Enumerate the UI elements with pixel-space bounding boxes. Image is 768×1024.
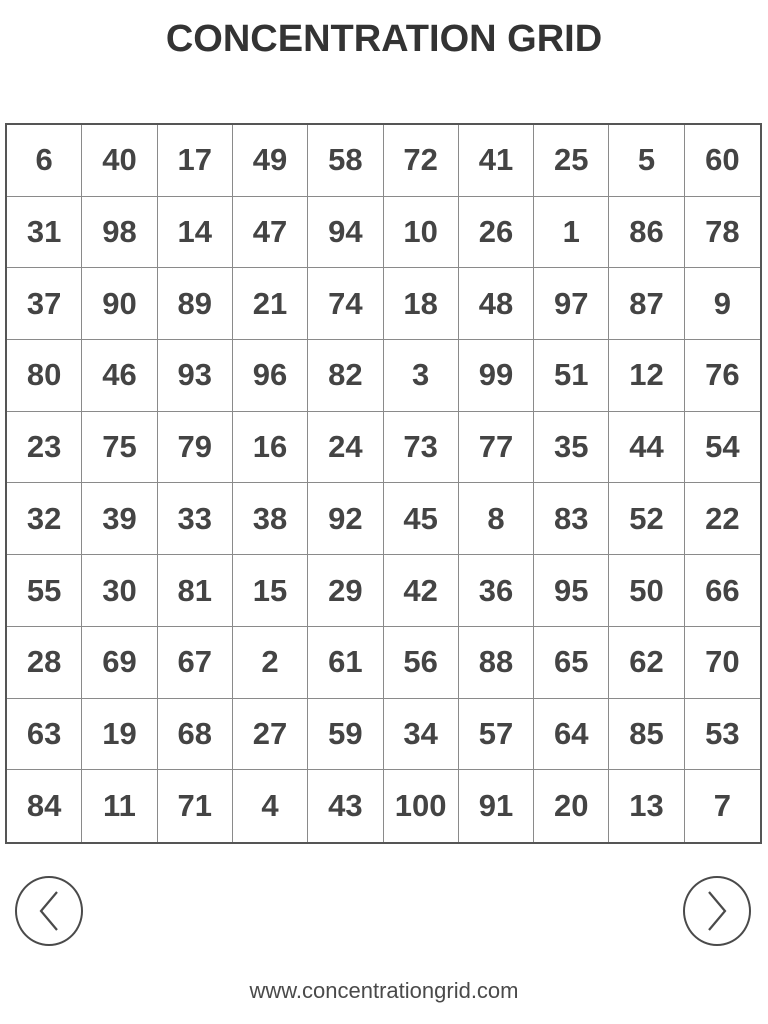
grid-cell[interactable]: 51: [534, 340, 609, 412]
grid-cell[interactable]: 9: [685, 268, 760, 340]
grid-cell[interactable]: 96: [233, 340, 308, 412]
grid-cell[interactable]: 18: [384, 268, 459, 340]
grid-cell[interactable]: 7: [713, 788, 731, 824]
grid-cell[interactable]: 75: [82, 412, 157, 484]
grid-cell[interactable]: 11: [82, 770, 157, 842]
grid-cell[interactable]: 76: [685, 340, 760, 412]
grid-cell[interactable]: 48: [459, 268, 534, 340]
grid-cell[interactable]: 16: [233, 412, 308, 484]
grid-cell[interactable]: 99: [459, 340, 534, 412]
grid-cell[interactable]: 78: [685, 197, 760, 269]
grid-cell[interactable]: 4: [233, 770, 308, 842]
grid-cell[interactable]: 77: [459, 412, 534, 484]
grid-cell[interactable]: 93: [158, 340, 233, 412]
grid-cell[interactable]: 100: [384, 770, 459, 842]
previous-button[interactable]: [15, 876, 83, 946]
website-url: www.concentrationgrid.com: [249, 978, 519, 1003]
page-title: CONCENTRATION GRID: [165, 18, 603, 60]
grid-cell[interactable]: 60: [685, 125, 760, 197]
grid-cell[interactable]: 33: [158, 483, 233, 555]
grid-cell[interactable]: 89: [158, 268, 233, 340]
grid-cell[interactable]: 91: [459, 770, 534, 842]
grid-cell[interactable]: 69: [82, 627, 157, 699]
grid-cell[interactable]: 56: [384, 627, 459, 699]
grid-cell[interactable]: 19: [82, 699, 157, 771]
grid-cell[interactable]: 23: [7, 412, 82, 484]
grid-cell[interactable]: 35: [534, 412, 609, 484]
grid-cell[interactable]: 85: [609, 699, 684, 771]
next-button[interactable]: [683, 876, 751, 946]
grid-cell[interactable]: 57: [459, 699, 534, 771]
grid-cell[interactable]: 17: [158, 125, 233, 197]
grid-cell[interactable]: 92: [308, 483, 383, 555]
grid-cell[interactable]: 62: [609, 627, 684, 699]
grid-cell[interactable]: 5: [609, 125, 684, 197]
grid-cell[interactable]: 63: [7, 699, 82, 771]
grid-cell[interactable]: 98: [82, 197, 157, 269]
grid-cell[interactable]: 20: [534, 770, 609, 842]
grid-cell[interactable]: 58: [308, 125, 383, 197]
grid-cell[interactable]: 29: [308, 555, 383, 627]
grid-cell[interactable]: 32: [7, 483, 82, 555]
grid-cell[interactable]: 50: [609, 555, 684, 627]
grid-cell[interactable]: 21: [233, 268, 308, 340]
grid-cell[interactable]: 90: [82, 268, 157, 340]
grid-cell[interactable]: 3: [384, 340, 459, 412]
grid-cell[interactable]: 88: [459, 627, 534, 699]
grid-cell[interactable]: 95: [534, 555, 609, 627]
grid-cell[interactable]: 12: [609, 340, 684, 412]
grid-cell[interactable]: 52: [609, 483, 684, 555]
grid-cell[interactable]: 70: [685, 627, 760, 699]
grid-cell[interactable]: 46: [82, 340, 157, 412]
grid-cell[interactable]: 54: [685, 412, 760, 484]
grid-cell[interactable]: 72: [384, 125, 459, 197]
grid-cell[interactable]: 37: [7, 268, 82, 340]
grid-cell[interactable]: 80: [7, 340, 82, 412]
grid-cell[interactable]: 27: [233, 699, 308, 771]
grid-cell[interactable]: 65: [534, 627, 609, 699]
grid-cell[interactable]: 6: [7, 125, 82, 197]
number-grid: [5, 123, 762, 844]
grid-cell[interactable]: 83: [534, 483, 609, 555]
grid-cell[interactable]: 31: [7, 197, 82, 269]
grid-cell[interactable]: 41: [459, 125, 534, 197]
grid-cell[interactable]: 87: [609, 268, 684, 340]
grid-cell[interactable]: 40: [82, 125, 157, 197]
grid-cell[interactable]: 73: [384, 412, 459, 484]
grid-cell[interactable]: 71: [158, 770, 233, 842]
grid-cell[interactable]: 47: [233, 197, 308, 269]
grid-cell[interactable]: 39: [82, 483, 157, 555]
chevron-right-icon: [705, 889, 729, 933]
grid-cell[interactable]: 26: [459, 197, 534, 269]
grid-cell[interactable]: 81: [158, 555, 233, 627]
grid-cell[interactable]: 13: [609, 770, 684, 842]
grid-cell[interactable]: 34: [384, 699, 459, 771]
chevron-left-icon: [37, 889, 61, 933]
grid-cell[interactable]: 53: [685, 699, 760, 771]
grid-cell[interactable]: 10: [384, 197, 459, 269]
grid-cell[interactable]: 61: [308, 627, 383, 699]
grid-cell[interactable]: 8: [459, 483, 534, 555]
grid-cell[interactable]: 64: [534, 699, 609, 771]
grid-cell[interactable]: 1: [534, 197, 609, 269]
grid-cell[interactable]: 86: [609, 197, 684, 269]
grid-cell[interactable]: 68: [158, 699, 233, 771]
grid-cell[interactable]: 84: [7, 770, 82, 842]
grid-cell[interactable]: 42: [384, 555, 459, 627]
grid-cell[interactable]: 67: [158, 627, 233, 699]
grid-cell[interactable]: 38: [233, 483, 308, 555]
grid-cell[interactable]: 24: [308, 412, 383, 484]
grid-cell[interactable]: 55: [7, 555, 82, 627]
grid-cell[interactable]: 79: [158, 412, 233, 484]
grid-cell[interactable]: 2: [233, 627, 308, 699]
grid-cell[interactable]: 36: [459, 555, 534, 627]
grid-cell[interactable]: 97: [534, 268, 609, 340]
grid-cell[interactable]: 59: [308, 699, 383, 771]
grid-cell[interactable]: 14: [158, 197, 233, 269]
grid-cell[interactable]: 94: [308, 197, 383, 269]
grid-cell[interactable]: 74: [308, 268, 383, 340]
grid-cell[interactable]: 82: [308, 340, 383, 412]
grid-cell[interactable]: 43: [308, 770, 383, 842]
grid-cell[interactable]: 66: [685, 555, 760, 627]
grid-cell[interactable]: 25: [534, 125, 609, 197]
grid-cell[interactable]: 28: [7, 627, 82, 699]
grid-cell[interactable]: 22: [685, 483, 760, 555]
grid-cell[interactable]: 44: [609, 412, 684, 484]
grid-cell[interactable]: 15: [233, 555, 308, 627]
grid-cell[interactable]: 49: [233, 125, 308, 197]
grid-cell[interactable]: 45: [384, 483, 459, 555]
grid-cell[interactable]: 30: [82, 555, 157, 627]
